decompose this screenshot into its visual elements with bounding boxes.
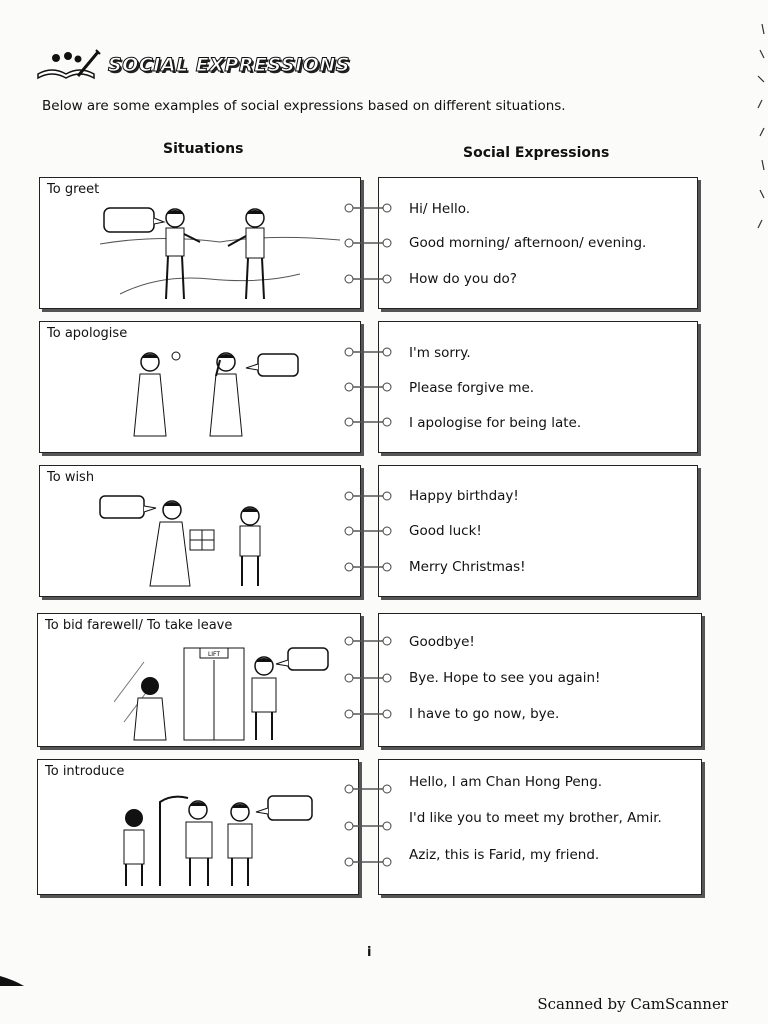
- farewell-illustration: [114, 642, 344, 742]
- apologise-illustration: [120, 346, 310, 446]
- situation-card-apologise: [39, 321, 361, 453]
- situation-label: To introduce: [45, 764, 125, 779]
- wish-illustration: [98, 494, 308, 592]
- expression-text: Happy birthday!: [409, 488, 519, 504]
- expression-text: I'm sorry.: [409, 345, 471, 361]
- expression-text: Aziz, this is Farid, my friend.: [409, 847, 600, 863]
- page-header: [34, 48, 350, 82]
- column-header-situations: Situations: [163, 141, 244, 157]
- page-corner-shadow: [0, 972, 30, 992]
- lift-sign: LIFT: [207, 651, 221, 658]
- expression-text: Hi/ Hello.: [409, 201, 471, 217]
- situation-card-introduce: [37, 759, 359, 895]
- binder-ring-icon: [341, 274, 395, 284]
- binder-ring-icon: [341, 382, 395, 392]
- expression-text: Goodbye!: [409, 634, 475, 650]
- situation-card-wish: [39, 465, 361, 597]
- situation-label: To greet: [47, 182, 100, 197]
- expression-text: Merry Christmas!: [409, 559, 526, 575]
- situation-card-greet: [39, 177, 361, 309]
- expression-text: Good morning/ afternoon/ evening.: [409, 235, 647, 251]
- binder-ring-icon: [341, 636, 395, 646]
- expression-card-farewell: [378, 613, 702, 747]
- binder-ring-icon: [341, 491, 395, 501]
- edge-marks: [754, 10, 766, 310]
- binder-ring-icon: [341, 526, 395, 536]
- situation-card-farewell: [37, 613, 361, 747]
- situation-label: To wish: [47, 470, 95, 485]
- intro-text: Below are some examples of social expressions based on different situations.: [42, 98, 566, 114]
- binder-ring-icon: [341, 784, 395, 794]
- binder-ring-icon: [341, 709, 395, 719]
- scanner-watermark: Scanned by CamScanner: [537, 995, 728, 1013]
- expression-text: I'd like you to meet my brother, Amir.: [409, 810, 662, 826]
- expression-text: How do you do?: [409, 271, 517, 287]
- book-pen-icon: [34, 48, 102, 82]
- expression-text: Please forgive me.: [409, 380, 535, 396]
- expression-card-greet: [378, 177, 698, 309]
- page-title: SOCIAL EXPRESSIONS: [108, 54, 350, 76]
- expression-text: I apologise for being late.: [409, 415, 582, 431]
- situation-label: To bid farewell/ To take leave: [45, 618, 233, 633]
- expression-text: Good luck!: [409, 523, 482, 539]
- binder-ring-icon: [341, 238, 395, 248]
- binder-ring-icon: [341, 417, 395, 427]
- expression-text: I have to go now, bye.: [409, 706, 560, 722]
- binder-ring-icon: [341, 857, 395, 867]
- binder-ring-icon: [341, 673, 395, 683]
- binder-ring-icon: [341, 821, 395, 831]
- column-header-expressions: Social Expressions: [463, 145, 610, 161]
- expression-card-introduce: [378, 759, 702, 895]
- page-number: i: [367, 945, 372, 960]
- binder-ring-icon: [341, 347, 395, 357]
- expression-text: Hello, I am Chan Hong Peng.: [409, 774, 603, 790]
- expression-card-apologise: [378, 321, 698, 453]
- introduce-illustration: [102, 790, 342, 890]
- expression-card-wish: [378, 465, 698, 597]
- situation-label: To apologise: [47, 326, 128, 341]
- greet-illustration: [100, 204, 350, 304]
- binder-ring-icon: [341, 562, 395, 572]
- binder-ring-icon: [341, 203, 395, 213]
- expression-text: Bye. Hope to see you again!: [409, 670, 601, 686]
